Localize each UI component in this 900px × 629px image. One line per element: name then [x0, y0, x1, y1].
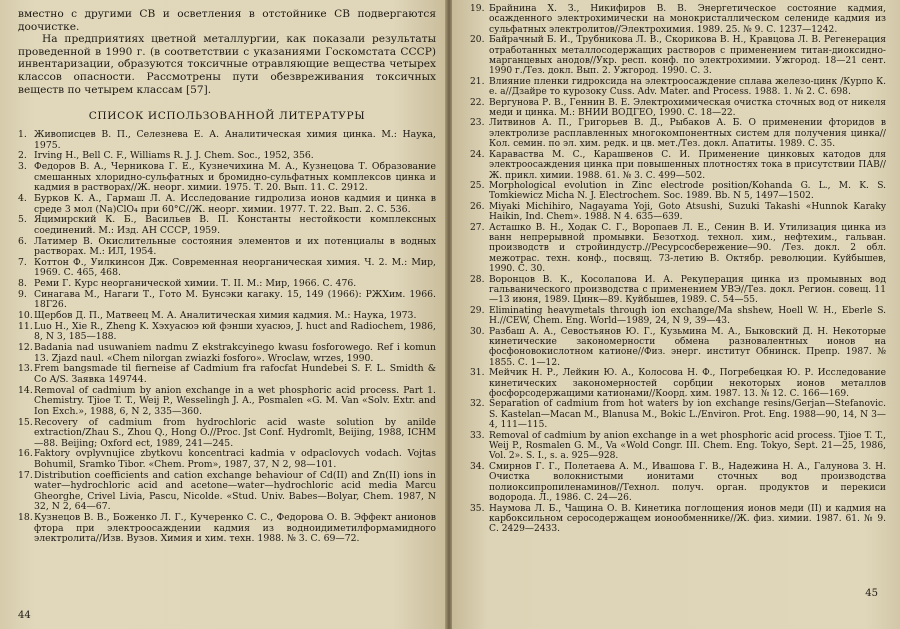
- reference-item: [18, 194, 436, 215]
- reference-item: [18, 418, 436, 450]
- reference-text: Miyaki Michihiro, Nagayama Yoji, Goto Atsushi, Suzuki Takashi «Hunnok Karaky Haikin, Ind. Chem». 1988. N 4. 635—639.: [489, 201, 886, 223]
- reference-number: 23.: [470, 118, 485, 129]
- reference-text: Мейчик Н. Р., Лейкин Ю. А., Колосова Н. Ф., Погребецкая Ю. Р. Исследование кинетических закономерностей сорбции некоторых ионов металлов фосфорсодержащими катионами//Коорд. хим. 1987. 13. № 12. С. 166—169.: [489, 368, 886, 400]
- reference-number: 33.: [470, 430, 485, 441]
- reference-number: 29.: [470, 305, 485, 316]
- reference-number: 19.: [470, 4, 485, 14]
- reference-item: [18, 386, 436, 418]
- reference-number: 13.: [18, 363, 33, 375]
- reference-text: Яцимирский К. Б., Васильев В. П. Константы нестойкости комплексных соединений. М.: Изд. АН СССР, 1959.: [34, 214, 436, 236]
- reference-item: [470, 98, 886, 119]
- reference-number: 1.: [18, 129, 27, 141]
- reference-item: [18, 343, 436, 364]
- reference-number: 27.: [470, 222, 485, 233]
- reference-text: Badania nad usuwaniem nadmu Z ekstrakcyinego kwasu fosforowego. Ref i komun 13. Zjazd naul. «Chem nilorgan zwiazki fosforo». Wroclaw, wrzes, 1990.: [34, 342, 436, 364]
- intro-paragraph: вместно с другими СВ и осветления в отстойнике СВ подвергаются доочистке.: [18, 8, 436, 33]
- reference-item: [470, 202, 886, 223]
- reference-item: [18, 322, 436, 343]
- reference-text: Кузнецов В. В., Боженко Л. Г., Кучеренко С. С., Федорова О. В. Эффект анионов фтора при электроосаждении кадмия из водноидиметилформамидного электролита//Изв. Вузов. Химия и хим. техн. 1988. № 3. С. 69—72.: [34, 512, 436, 545]
- reference-text: Irving H., Bell C. F., Williams R. J. J. Chem. Soc., 1952, 356.: [34, 150, 314, 162]
- reference-number: 3.: [18, 161, 27, 173]
- reference-number: 8.: [18, 278, 27, 290]
- reference-item: [18, 258, 436, 279]
- reference-item: [470, 368, 886, 399]
- reference-item: [470, 118, 886, 149]
- reference-number: 35.: [470, 503, 485, 514]
- reference-number: 31.: [470, 368, 485, 379]
- reference-item: [470, 399, 886, 430]
- reference-item: [18, 290, 436, 311]
- references-heading: СПИСОК ИСПОЛЬЗОВАННОЙ ЛИТЕРАТУРЫ: [88, 110, 366, 123]
- reference-number: 12.: [18, 342, 33, 354]
- reference-item: [18, 471, 436, 513]
- reference-number: 2.: [18, 150, 27, 162]
- reference-item: [470, 306, 886, 327]
- reference-item: [470, 327, 886, 369]
- reference-text: Бурков К. А., Гармаш Л. А. Исследование гидролиза ионов кадмия и цинка в среде 3 мол (Na)ClO₄ при 60°С//Ж. неорг. химии. 1977. Т. 22. Вып. 2. С. 536.: [34, 193, 436, 215]
- reference-text: Наумова Л. Б., Чащина О. В. Кинетика поглощения ионов меди (II) и кадмия на карбоксильном серосодержащем ионообменнике//Ж. физ. химии. 1987. 61. № 9. С. 2429—2433.: [489, 503, 886, 535]
- reference-item: [470, 504, 886, 535]
- reference-number: 14.: [18, 384, 33, 396]
- reference-item: [18, 513, 436, 545]
- reference-text: Distribution coefficients and cation exchange behaviour of Cd(II) and Zn(II) ions in water—hydrochloric acid and acetone—water—hydrochloric acid media Marcu Gheorghe, Crivel Livia, Pascu, Nicolde. «Stud. Univ. Babes—Bolyar, Chem. 1987, N 32, N 2, 64—67.: [34, 469, 436, 513]
- reference-text: Брайнина Х. З., Никифиров В. В. Энергетическое состояние кадмия, осажденного электрохимически на монокристаллическом селениде кадмия из сульфатных электролитов//Электрохимия. 1989. 25. № 9. С. 1237—1242.: [489, 4, 886, 35]
- reference-item: [470, 77, 886, 98]
- reference-number: 18.: [18, 512, 33, 524]
- reference-text: Separation of cadmium from hot waters by ion exchange resins/Gerjan—Stefanovic. S. Kastelan—Macan M., Blanusa M., Bokic L./Environ. Prot. Eng. 1988—90, 14, N 3—4, 111—115.: [489, 399, 886, 431]
- reference-text: Morphological evolution in Zinc electrode position/Kohanda G. L., M. K. S. Tomkiewicz Micha N. J. Electrochem. Soc. 1989. Bb. N 5, 1497—1502.: [489, 180, 886, 202]
- reference-text: Removal of cadmium by anion exchange in a wet phosphoric acid process. Tjioe T. T., Weij P., Rosmalen G. M., Va «Wold Congr. III. Chem. Eng. Tokyo, Sept. 21—25, 1986, Vol. 2». S. I., s. a. 925—928.: [489, 430, 886, 462]
- reference-text: Смирнов Г. Г., Полетаева А. М., Ивашова Г. В., Надежина Н. А., Галунова З. Н. Очистка волокнистыми ионитами сточных вод производства полиоксипропиленаминов//Технол. получ. орган. продуктов и перекиси водорода. Л., 1986. С. 24—26.: [489, 461, 886, 504]
- reference-item: [470, 431, 886, 462]
- reference-item: [470, 275, 886, 306]
- left-reference-list: [18, 130, 436, 545]
- right-page: [452, 0, 900, 629]
- reference-item: [470, 181, 886, 202]
- reference-text: Frem bangsmade til fierneise af Cadmium fra rafocfat Hundebei S. F. L. Smidth & Co A/S. Заявка 149744.: [34, 363, 436, 385]
- reference-text: Влияние пленки гидроксида на электроосаждение сплава железо-цинк /Курпо К. е. а//Дзайре то курозоку Cuss. Adv. Mater. and Process. 1988. 1. № 2. С. 698.: [489, 76, 886, 98]
- reference-number: 11.: [18, 320, 33, 332]
- reference-text: Асташко В. Н., Ходак С. Г., Воропаев Л. Е., Сенин В. И. Утилизация цинка из ванн непрерывной промывки. Безотход. технол. хим., нефтехим., гальван. производств и стройиндустр.//Ресурсосбережение—90. /Тез. докл. 2 обл. межотрас. техн. конф., посвящ. 73-летию В. Октябр. революции. Куйбышев, 1990. С. 30.: [489, 222, 886, 275]
- reference-text: Вергунова Р. В., Геннин В. Е. Электрохимическая очистка сточных вод от никеля меди и цинка. М.: ВНИИ ВОДГЕО, 1990. С. 18—22.: [489, 97, 886, 119]
- reference-item: [18, 237, 436, 258]
- page-number-right: 45: [865, 588, 878, 599]
- reference-text: Щербов Д. П., Матвеец М. А. Аналитическая химия кадмия. М.: Наука, 1973.: [34, 310, 417, 322]
- reference-text: Байрачный Б. И., Трубникова Л. В., Скорикова В. Н., Кравцова Л. В. Регенерация отработанных металлосодержащих растворов с применением титан-диоксидно-марганцевых анодов//Укр. респ. конф. по электрохимии. Ужгород. 18—21 сент. 1990 г./Тез. докл. Вып. 2. Ужгород. 1990. С. 3.: [489, 35, 886, 77]
- reference-number: 15.: [18, 416, 33, 428]
- reference-text: Караваства М. С., Карашвенов С. И. Применение цинковых катодов для электроосаждения цинка при повышенных плотностях тока в присутствии ПАВ//Ж. прикл. химии. 1988. 61. № 3. С. 499—502.: [489, 149, 886, 181]
- reference-item: [18, 449, 436, 470]
- reference-number: 25.: [470, 180, 485, 191]
- reference-text: Федоров В. А., Черникова Г. Е., Кузнечихина М. А., Кузнецова Т. Образование смешанных хлоридно-сульфатных и бромидно-сульфатных комплексов цинка и кадмия в растворах//Ж. неорг. химии. 1975. Т. 20. Вып. 11. С. 2912.: [34, 161, 436, 194]
- reference-number: 32.: [470, 399, 485, 410]
- reference-text: Removal of cadmium by anion exchange in a wet phosphoric acid process. Part 1. Chemistry. Tjioe T. T., Weij P., Wesselingh J. A., Posmalen «G. M. Van «Solv. Extr. and Ion Exch.», 1988, 6, N 2, 335—360.: [34, 384, 436, 417]
- reference-item: [470, 150, 886, 181]
- reference-number: 20.: [470, 35, 485, 46]
- page-number-left: 44: [18, 610, 31, 621]
- reference-number: 22.: [470, 97, 485, 108]
- reference-number: 5.: [18, 214, 27, 226]
- reference-item: [470, 4, 886, 35]
- reference-number: 10.: [18, 310, 33, 322]
- reference-text: Faktory ovplyvnujice zbytkovu koncentraci kadmia v odpaclovych vodach. Vojtas Bohumil, Sramko Tibor. «Chem. Prom», 1987, 37, N 2, 98—101.: [34, 448, 436, 470]
- reference-text: Recovery of cadmium from hydrochloric acid waste solution by anilde extraction/Zhau S., Zhou Q., Hong O.//Proc. Jst Conf. Hydromlt, Beijing, 1988, ICHM—88. Beijing; Oxford ect, 1989, 241—245.: [34, 416, 436, 449]
- body-paragraph: На предприятиях цветной металлургии, как показали результаты проведенной в 1990 г. (в соответствии с указаниями Госкомстата СССР) инвентаризации, образуются токсичные отравляющие вещества четырех классов опасности. Рассмотрены пути обезвреживания токсичных веществ по четырем классам [57].: [18, 33, 436, 96]
- reference-text: Разбаш А. А., Севостьянов Ю. Г., Кузьмина М. А., Быковский Д. Н. Некоторые кинетические закономерности обмена разновалентных ионов на фосфоновокислотном катионе//Физ. энерг. институт Обнинск. Препр. 1987. № 1855. С. 1—12.: [489, 326, 886, 368]
- reference-text: Eliminating heavymetals through ion exchange/Ma shshew, Hoell W. H., Eberle S. H.//CEW, Chem. Eng. World—1989, 24, N 9, 39—43.: [489, 305, 886, 327]
- reference-number: 34.: [470, 461, 485, 472]
- right-reference-list: [470, 4, 886, 535]
- reference-number: 26.: [470, 201, 485, 212]
- reference-text: Латимер В. Окислительные состояния элементов и их потенциалы в водных растворах. М.: ИЛ, 1954.: [34, 235, 436, 258]
- reference-number: 9.: [18, 288, 27, 300]
- reference-item: [470, 223, 886, 275]
- reference-text: Живописцев В. П., Селезнева Е. А. Аналитическая химия цинка. М.: Наука, 1975.: [34, 129, 436, 151]
- reference-number: 24.: [470, 149, 485, 160]
- reference-item: [18, 130, 436, 151]
- left-page: [0, 0, 446, 629]
- reference-number: 21.: [470, 76, 485, 87]
- reference-text: Коттон Ф., Уилкинсон Дж. Современная неорганическая химия. Ч. 2. М.: Мир, 1969. С. 465, 468.: [34, 256, 436, 279]
- reference-item: [470, 35, 886, 77]
- reference-text: Luo H., Xie R., Zheng K. Хэхуасюэ юй фэнши хуасюэ, J. huct and Radiochem, 1986, 8, N 3, 185—188.: [34, 320, 436, 343]
- reference-item: [18, 162, 436, 194]
- reference-number: 28.: [470, 274, 485, 285]
- reference-item: [470, 462, 886, 504]
- reference-text: Реми Г. Курс неорганической химии. Т. II. М.: Мир, 1966. С. 476.: [34, 278, 357, 290]
- reference-number: 17.: [18, 469, 33, 481]
- reference-item: [18, 364, 436, 385]
- reference-text: Литвинов А. П., Григорьев В. Д., Рыбаков А. Б. О применении фторидов в электролизе расплавленных многокомпонентных систем для получения цинка//Кол. семин. по эл. хим. редк. и цв. мет./Тез. докл. Апатиты. 1989. С. 35.: [489, 118, 886, 150]
- reference-number: 30.: [470, 326, 485, 337]
- reference-number: 16.: [18, 448, 33, 460]
- reference-number: 4.: [18, 193, 27, 204]
- reference-text: Синагава М., Нагаги Т., Гото М. Бунсэки кагаку. 15, 149 (1966): РЖХим. 1966. 18Г26.: [34, 288, 436, 311]
- reference-text: Воронцов В. К., Косолапова И. А. Рекуперация цинка из промывных вод гальванического производства с применением УВЭ//Тез. докл. Регион. совещ. 11—13 июня, 1989. Цинк—89. Куйбышев, 1989. С. 54—55.: [489, 274, 886, 306]
- reference-number: 6.: [18, 235, 27, 247]
- reference-number: 7.: [18, 256, 27, 268]
- reference-item: [18, 215, 436, 236]
